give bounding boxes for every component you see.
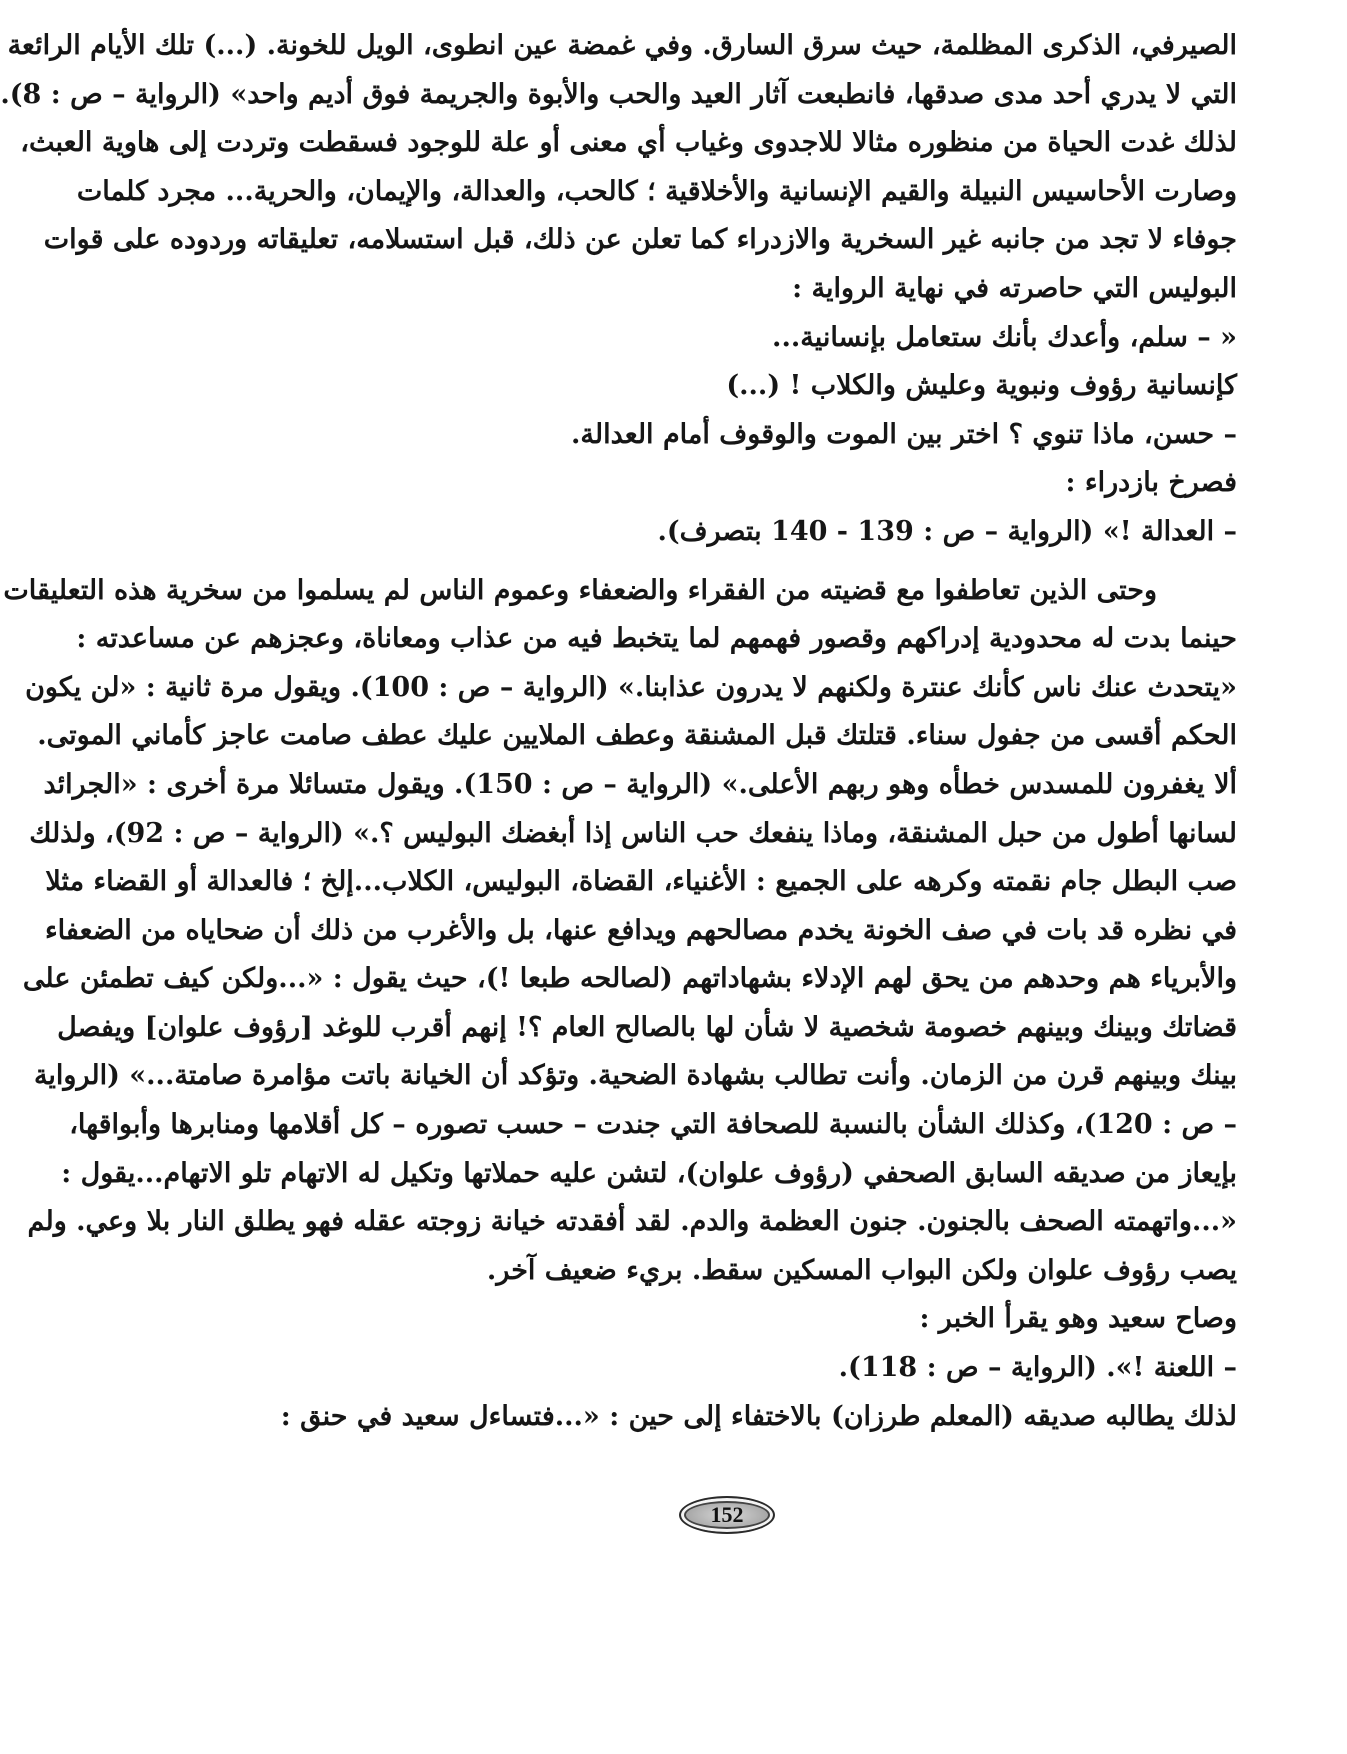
text-line: لسانها أطول من حبل المشنقة، وماذا ينفعك حب الناس إذا أبغضك البوليس ؟.» (الرواية – ص : 92)، ولذلك [29, 817, 1237, 849]
text-line: وصاح سعيد وهو يقرأ الخبر : [919, 1303, 1237, 1335]
text-line: ألا يغفرون للمسدس خطأه وهو ربهم الأعلى.» (الرواية – ص : 150). ويقول متسائلا مرة أخرى : «الجرائد [43, 768, 1237, 800]
dialogue-line: – العدالة !» (الرواية – ص : 139 - 140 بتصرف). [657, 515, 1237, 547]
dialogue-line: « – سلم، وأعدك بأنك ستعامل بإنسانية... [772, 321, 1237, 353]
text-line: بإيعاز من صديقه السابق الصحفي (رؤوف علوان)، لتشن عليه حملاتها وتكيل له الاتهام تلو الاتهام...يقول : [61, 1157, 1237, 1189]
paragraph-gap [215, 557, 1237, 567]
text-line: قضاتك وبينك وبينهم خصومة شخصية لا شأن لها بالصالح العام ؟! إنهم أقرب للوغد [رؤوف علوان] ويفصل [57, 1011, 1237, 1043]
dialogue-line: – حسن، ماذا تنوي ؟ اختر بين الموت والوقوف أمام العدالة. [571, 418, 1237, 450]
text-line: – اللعنة !». (الرواية – ص : 118). [838, 1352, 1237, 1384]
text-line: والأبرياء هم وحدهم من يحق لهم الإدلاء بشهاداتهم (لصالحه طبعا !)، حيث يقول : «...ولكن كيف تطمئن على [22, 963, 1237, 995]
text-line: وحتى الذين تعاطفوا مع قضيته من الفقراء والضعفاء وعموم الناس لم يسلموا من سخرية هذه التعليقات [3, 574, 1157, 606]
text-line: يصب رؤوف علوان ولكن البواب المسكين سقط. بريء ضعيف آخر. [486, 1254, 1237, 1286]
page-number: 152 [679, 1496, 775, 1534]
text-line: الصيرفي، الذكرى المظلمة، حيث سرق السارق. وفي غمضة عين انطوى، الويل للخونة. (...) تلك الأيام الرائعة [7, 30, 1237, 61]
text-line: الحكم أقسى من جفول سناء. قتلتك قبل المشنقة وعطف الملايين عليك عطف صامت عاجز كأماني الموتى. [37, 720, 1237, 752]
text-line: لذلك غدت الحياة من منظوره مثالا للاجدوى وغياب أي معنى أو علة للوجود فسقطت وتردت إلى هاوية العبث، [20, 127, 1237, 159]
text-line: حينما بدت له محدودية إدراكهم وقصور فهمهم لما يتخبط فيه من عذاب ومعاناة، وعجزهم عن مساعدته : [76, 623, 1237, 655]
text-line: «يتحدث عنك ناس كأنك عنترة ولكنهم لا يدرون عذابنا.» (الرواية – ص : 100). ويقول مرة ثانية : «لن يكون [25, 671, 1237, 703]
document-body [0, 22, 1237, 1441]
dialogue-line: فصرخ بازدراء : [1065, 467, 1237, 499]
text-line: «...واتهمته الصحف بالجنون. جنون العظمة والدم. لقد أفقدته خيانة زوجته عقله فهو يطلق النار بلا وعي. ولم [27, 1206, 1237, 1238]
text-line: صب البطل جام نقمته وكرهه على الجميع : الأغنياء، القضاة، البوليس، الكلاب...إلخ ؛ فالعدالة أو القضاء مثلا [45, 866, 1237, 898]
text-line: وصارت الأحاسيس النبيلة والقيم الإنسانية والأخلاقية ؛ كالحب، والعدالة، والإيمان، والحرية... مجرد كلمات [76, 175, 1237, 207]
text-line: البوليس التي حاصرته في نهاية الرواية : [792, 272, 1237, 304]
dialogue-line: كإنسانية رؤوف ونبوية وعليش والكلاب ! (...) [726, 370, 1237, 402]
text-line: – ص : 120)، وكذلك الشأن بالنسبة للصحافة التي جندت – حسب تصوره – كل أقلامها ومنابرها وأبواقها، [69, 1109, 1237, 1141]
text-line: في نظره قد بات في صف الخونة يخدم مصالحهم ويدافع عنها، بل والأغرب من ذلك أن ضحاياه من الضعفاء [44, 914, 1237, 946]
text-line: التي لا يدري أحد مدى صدقها، فانطبعت آثار العيد والحب والأبوة والجريمة فوق أديم واحد» (الرواية – ص : 8). [0, 78, 1237, 110]
page-number-badge [677, 1492, 777, 1538]
text-line: لذلك يطالبه صديقه (المعلم طرزان) بالاختفاء إلى حين : «...فتساءل سعيد في حنق : [280, 1400, 1237, 1432]
text-line: جوفاء لا تجد من جانبه غير السخرية والازدراء كما تعلن عن ذلك، قبل استسلامه، تعليقاته وردوده على قوات [43, 224, 1237, 256]
text-line: بينك وبينهم قرن من الزمان. وأنت تطالب بشهادة الضحية. وتؤكد أن الخيانة باتت مؤامرة صامتة...» (الرواية [33, 1060, 1237, 1092]
